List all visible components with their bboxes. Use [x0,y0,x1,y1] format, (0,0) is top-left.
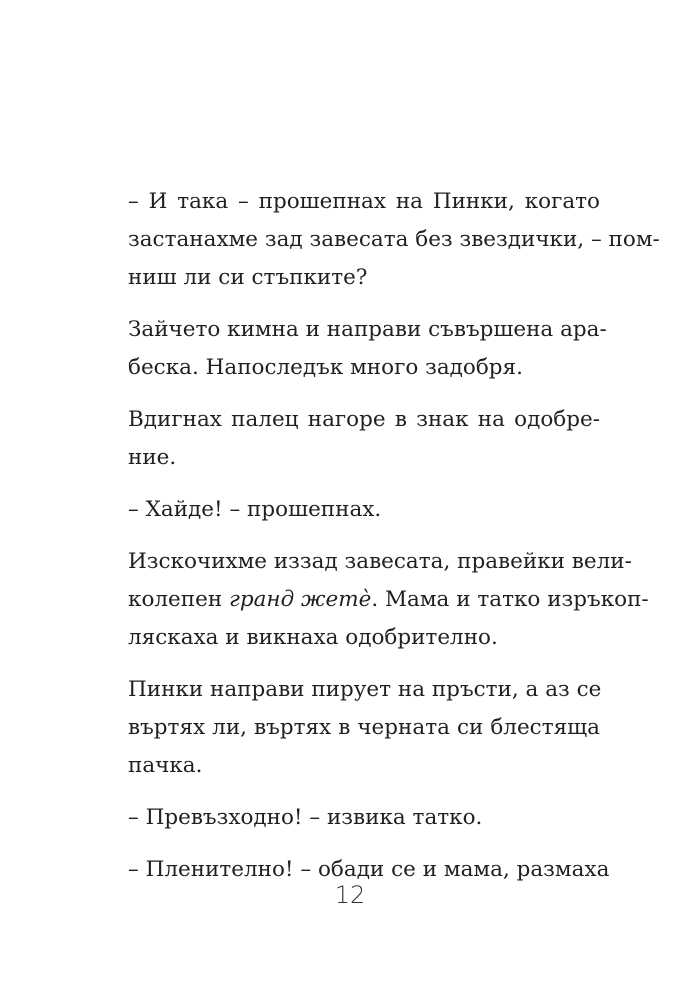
page-number: 12 [334,881,366,909]
paragraph [128,311,607,387]
text-line-with-italic [128,581,649,619]
text-line: въртях ли, въртях в черната си блестяща [128,715,600,740]
paragraph [128,543,649,657]
text-line: ниш ли си стъпките? [128,265,368,290]
text-line: застанахме зад завесата без звездички, – пом- [128,227,660,252]
text-line: пачка. [128,753,203,778]
text-run: колепен [128,587,229,612]
text-line: – Превъзходно! – извика татко. [128,805,483,830]
text-line: Пинки направи пирует на пръсти, а аз се [128,677,602,702]
paragraph [128,401,600,477]
text-line: Изскочихме иззад завесата, правейки вели- [128,549,632,574]
italic-term: гранд жетѐ [228,587,372,612]
paragraph [128,183,660,297]
body-text [128,183,660,889]
text-line: – Пленително! – обади се и мама, размаха [128,857,610,882]
text-line: – И така – прошепнах на Пинки, когато [128,189,600,214]
text-line: ляскаха и викнаха одобрително. [128,625,498,650]
text-line: ние. [128,445,177,470]
text-line: – Хайде! – прошепнах. [128,497,382,522]
paragraph [128,799,600,837]
text-line: Зайчето кимна и направи съвършена ара- [128,317,607,342]
text-line: Вдигнах палец нагоре в знак на одобре- [128,407,600,432]
text-line: беска. Напоследък много задобря. [128,355,523,380]
paragraph [128,491,600,529]
paragraph [128,671,600,785]
text-run: . Мама и татко изръкоп- [371,587,649,612]
